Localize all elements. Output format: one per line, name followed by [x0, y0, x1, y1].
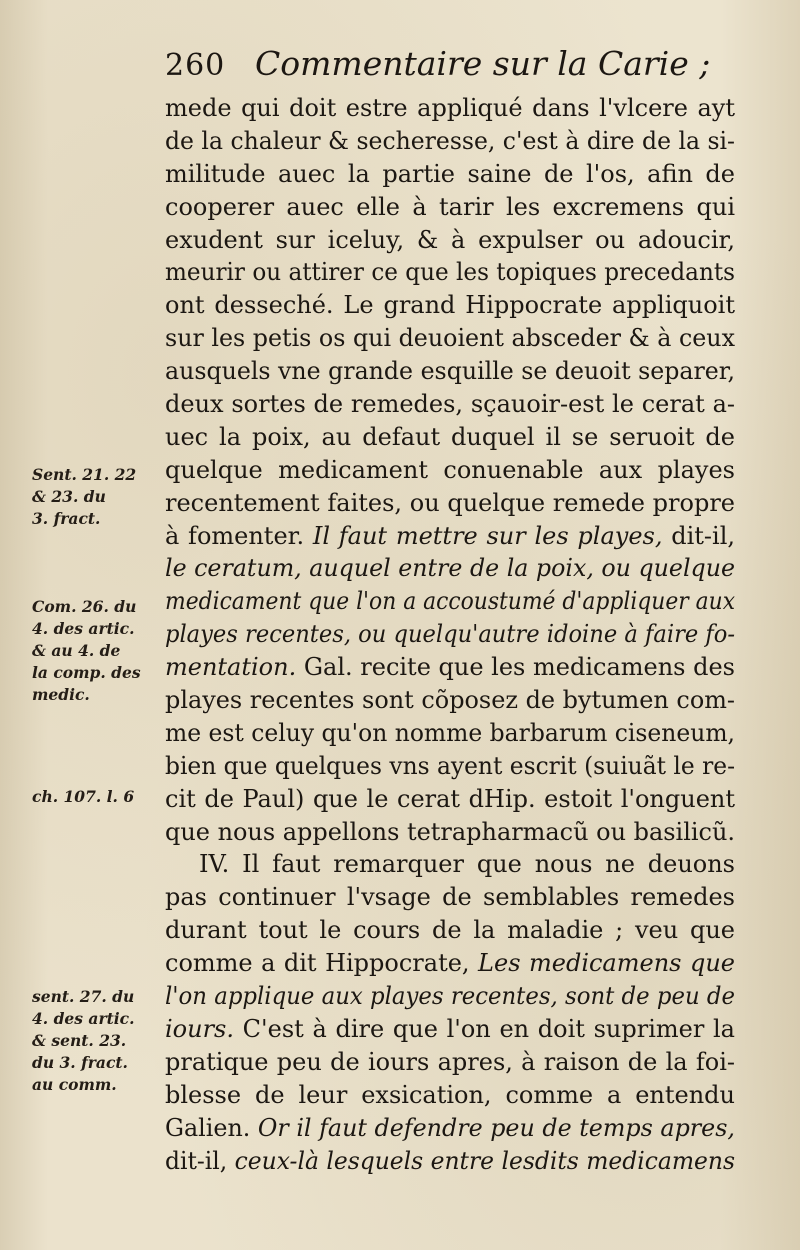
- margin-note-line: & sent. 23.: [32, 1031, 127, 1050]
- text-line: de la chaleur & secheresse, c'est à dire de la si-: [165, 126, 735, 155]
- margin-note-line: Sent. 21. 22: [32, 465, 137, 484]
- text-line: que nous appellons tetrapharmacũ ou basilicũ.: [165, 817, 735, 846]
- text-line: pas continuer l'vsage de semblables remedes: [165, 883, 735, 912]
- margin-note: [32, 986, 157, 1096]
- margin-note: [32, 464, 157, 530]
- margin-note-line: 3. fract.: [32, 509, 101, 528]
- text-line: durant tout le cours de la maladie ; veu que: [165, 916, 735, 945]
- text-line: playes recentes sont cõposez de bytumen com-: [165, 686, 735, 715]
- text-line: uec la poix, au defaut duquel il se seruoit de: [165, 422, 735, 451]
- roman-run: dit-il,: [662, 521, 735, 550]
- text-line: l'on applique aux playes recentes, sont de peu de: [165, 982, 735, 1011]
- margin-note: [32, 786, 157, 808]
- text-line: IV. Il faut remarquer que nous ne deuons: [199, 850, 735, 879]
- text-line: [165, 1145, 735, 1178]
- roman-run: C'est à dire que l'on en doit suprimer la: [234, 1014, 735, 1043]
- text-line: [165, 1112, 735, 1145]
- text-line: cooperer auec elle à tarir les excremens qui: [165, 192, 735, 221]
- text-line: mede qui doit estre appliqué dans l'vlcere ayt: [165, 94, 735, 122]
- margin-note-line: & 23. du: [32, 487, 106, 506]
- italic-run: mentation.: [165, 653, 297, 682]
- italic-run: iours.: [165, 1014, 234, 1043]
- margin-note-line: au comm.: [32, 1075, 117, 1094]
- text-line: playes recentes, ou quelqu'autre idoine à faire fo-: [165, 620, 735, 649]
- text-line: pratique peu de iours apres, à raison de la foi-: [165, 1047, 735, 1076]
- text-line: quelque medicament conuenable aux playes: [165, 455, 735, 484]
- text-line: [165, 651, 735, 684]
- margin-note-line: & au 4. de: [32, 641, 121, 660]
- text-line: medicament que l'on a accoustumé d'appliquer aux: [165, 587, 735, 616]
- text-line: le ceratum, auquel entre de la poix, ou quelque: [165, 554, 735, 583]
- italic-run: Les medicamens que: [478, 949, 735, 978]
- roman-run: comme a dit Hippocrate,: [165, 949, 479, 978]
- page-header: [165, 44, 745, 94]
- margin-note-line: ch. 107. l. 6: [32, 787, 135, 806]
- page-number: 260: [165, 48, 226, 83]
- margin-note-line: la comp. des: [32, 663, 141, 682]
- margin-note-line: Com. 26. du: [32, 597, 137, 616]
- text-line: militude auec la partie saine de l'os, afin de: [165, 159, 735, 188]
- margin-note-line: medic.: [32, 685, 90, 704]
- roman-run: à fomenter.: [165, 521, 313, 550]
- text-line: cit de Paul) que le cerat dHip. estoit l'onguent: [165, 784, 735, 813]
- text-line: bien que quelques vns ayent escrit (suiuãt le re-: [165, 751, 735, 780]
- text-line: [165, 1013, 735, 1046]
- running-title: Commentaire sur la Carie ;: [255, 44, 711, 83]
- italic-run: Il faut mettre sur les playes,: [312, 521, 663, 550]
- text-line: ausquels vne grande esquille se deuoit separer,: [165, 357, 735, 386]
- margin-note-line: 4. des artic.: [32, 1009, 135, 1028]
- margin-note: [32, 596, 157, 706]
- roman-run: Galien.: [165, 1113, 258, 1142]
- margin-note-line: sent. 27. du: [32, 987, 135, 1006]
- margin-note-line: du 3. fract.: [32, 1053, 128, 1072]
- text-line: [165, 947, 735, 980]
- text-line: [165, 520, 735, 553]
- body-text: [165, 92, 735, 1177]
- roman-run: Gal. recite que les medicamens des: [296, 653, 735, 682]
- text-line: blesse de leur exsication, comme a entendu: [165, 1080, 735, 1109]
- text-line: sur les petis os qui deuoient absceder & à ceux: [165, 324, 735, 353]
- roman-run: dit-il,: [165, 1146, 235, 1175]
- text-line: recentement faites, ou quelque remede propre: [165, 488, 735, 517]
- italic-run: ceux-là lesquels entre lesdits medicamens: [234, 1146, 735, 1175]
- italic-run: Or il faut defendre peu de temps apres,: [257, 1113, 735, 1142]
- text-line: ont desseché. Le grand Hippocrate appliquoit: [165, 291, 735, 320]
- margin-note-line: 4. des artic.: [32, 619, 135, 638]
- text-line: deux sortes de remedes, sçauoir-est le cerat a-: [165, 390, 735, 419]
- text-line: exudent sur iceluy, & à expulser ou adoucir,: [165, 225, 735, 254]
- text-line: meurir ou attirer ce que les topiques precedants: [165, 258, 735, 287]
- text-line: me est celuy qu'on nomme barbarum ciseneum,: [165, 718, 735, 747]
